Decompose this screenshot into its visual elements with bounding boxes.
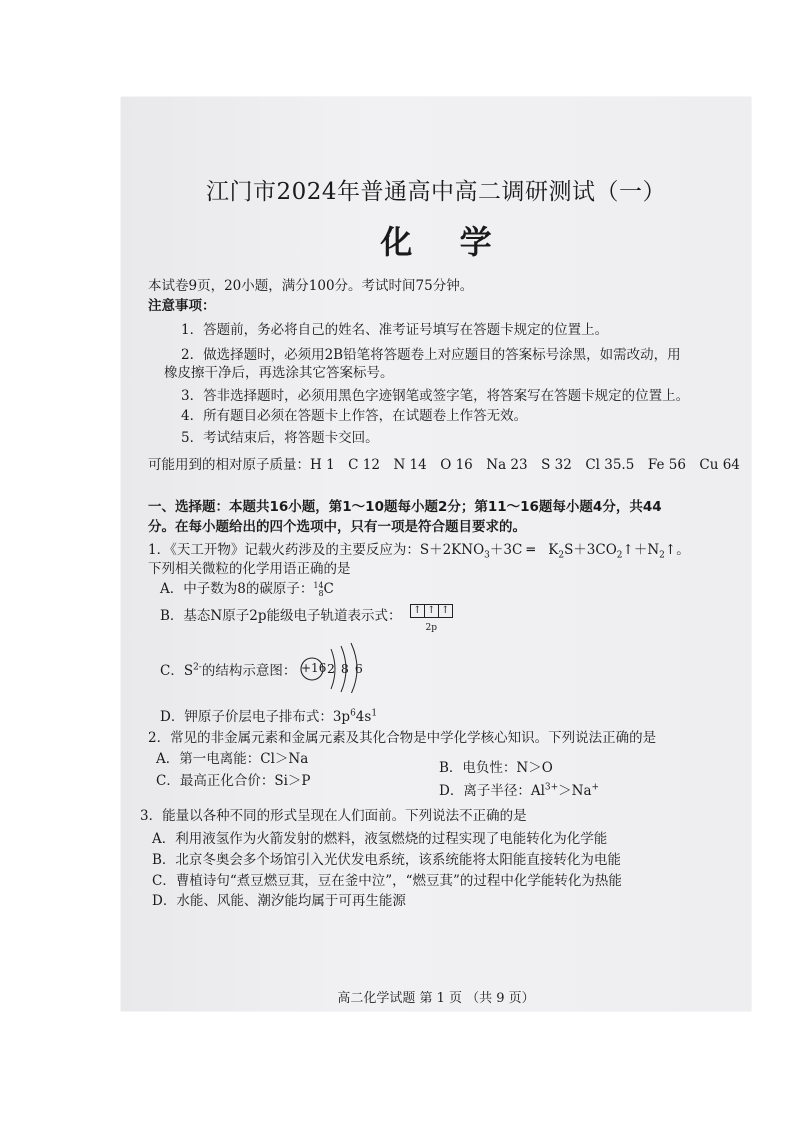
q1-stem <box>148 538 690 561</box>
spin-up-arrow-icon: ↑ <box>411 605 425 617</box>
q1-option-c <box>160 659 296 679</box>
nucleus-charge: +16 <box>301 661 327 675</box>
option-text: ＞Na <box>558 783 592 799</box>
q1-option-d <box>160 705 377 725</box>
mass-number: 14 <box>313 581 324 590</box>
exam-intro: 本试卷9页，20小题，满分100分。考试时间75分钟。 <box>148 278 474 294</box>
q3-stem: 3．能量以各种不同的形式呈现在人们面前。下列说法不正确的是 <box>140 808 527 824</box>
note-5: 5．考试结束后，将答题卡交回。 <box>181 430 379 446</box>
atomic-number: 8 <box>318 589 324 598</box>
q1-stem-text: ＋3C ═ K <box>489 542 559 558</box>
option-text: 4s <box>355 709 372 725</box>
note-1: 1．答题前，务必将自己的姓名、准考证号填写在答题卡规定的位置上。 <box>181 322 609 338</box>
exam-title: 江门市2024年普通高中高二调研测试（一） <box>205 179 667 205</box>
superscript: 2- <box>193 662 202 673</box>
note-2-cont: 橡皮擦干净后，再选涂其它答案标号。 <box>164 365 394 381</box>
subscript: 3 <box>484 550 490 561</box>
q1-option-b <box>160 604 453 634</box>
superscript: 1 <box>371 708 378 719</box>
option-text: A．中子数为8的碳原子： <box>160 581 314 597</box>
exam-page <box>121 97 751 1011</box>
atomic-structure-diagram <box>299 637 379 693</box>
option-text: D．离子半径：Al <box>439 783 545 799</box>
superscript: 3+ <box>544 782 559 793</box>
note-2: 2．做选择题时，必须用2B铅笔将答题卷上对应题目的答案标号涂黑，如需改动，用 <box>181 347 681 363</box>
q1-stem-text: S＋3CO <box>564 542 617 558</box>
spin-up-arrow-icon: ↑ <box>425 605 439 617</box>
subscript: 2 <box>558 550 565 561</box>
q3-option-b: B．北京冬奥会多个场馆引入光伏发电系统，该系统能将太阳能直接转化为电能 <box>152 852 621 868</box>
atomic-masses: 可能用到的相对原子质量：H 1 C 12 N 14 O 16 Na 23 S 32 Cl 35.5 Fe 56 Cu 64 <box>148 457 740 473</box>
q1-option-a <box>160 577 334 598</box>
superscript: 6 <box>350 708 356 719</box>
orbital-label: 2p <box>425 623 438 633</box>
orbital-diagram <box>410 604 453 634</box>
option-text: 的结构示意图： <box>201 663 297 679</box>
q3-option-a: A．利用液氢作为火箭发射的燃料，液氢燃烧的过程实现了电能转化为化学能 <box>152 831 608 847</box>
q2-option-a: A．第一电离能：Cl＞Na <box>156 751 309 767</box>
q2-option-d <box>439 779 599 799</box>
q1-stem-text: ↑＋N <box>622 542 660 558</box>
q1-stem-text: 1．《天工开物》记载火药涉及的主要反应为：S＋2KNO <box>148 542 485 558</box>
orbital-boxes <box>410 604 453 618</box>
q3-option-d: D．水能、风能、潮汐能均属于可再生能源 <box>152 893 406 909</box>
q2-option-b: B．电负性：N＞O <box>439 760 553 776</box>
element-symbol: C <box>323 581 334 597</box>
option-text: B．基态N原子2p能级电子轨道表示式： <box>160 608 402 624</box>
subscript: 2 <box>659 550 665 561</box>
subject-title: 化 学 <box>380 223 510 261</box>
spin-up-arrow-icon: ↑ <box>441 605 450 616</box>
q2-stem: 2．常见的非金属元素和金属元素及其化合物是中学化学核心知识。下列说法正确的是 <box>148 730 657 746</box>
q2-option-c: C．最高正化合价：Si＞P <box>156 773 311 789</box>
notes-heading: 注意事项： <box>148 298 216 314</box>
page-footer: 高二化学试题 第 1 页 （共 9 页） <box>337 991 535 1006</box>
note-3: 3．答非选择题时，必须用黑色字迹钢笔或签字笔，将答案写在答题卡规定的位置上。 <box>181 388 690 404</box>
subscript: 2 <box>616 550 623 561</box>
nuclide-notation <box>313 582 323 598</box>
section-heading-cont: 分。在每小题给出的四个选项中，只有一项是符合题目要求的。 <box>148 519 526 535</box>
section-heading: 一、选择题：本题共16小题，第1～10题每小题2分；第11～16题每小题4分，共44 <box>148 499 662 515</box>
note-4: 4．所有题目必须在答题卡上作答，在试题卷上作答无效。 <box>181 408 528 424</box>
q1-stem-2: 下列相关微粒的化学用语正确的是 <box>148 561 351 577</box>
q3-option-c: C．曹植诗句“煮豆燃豆萁，豆在釜中泣”，“燃豆萁”的过程中化学能转化为热能 <box>152 873 622 889</box>
electron-shells: 2 8 6 <box>327 661 364 676</box>
q1-stem-text: ↑。 <box>664 542 690 558</box>
option-text: C．S <box>160 663 194 679</box>
superscript: + <box>591 782 600 793</box>
option-text: D．钾原子价层电子排布式：3p <box>160 709 351 725</box>
